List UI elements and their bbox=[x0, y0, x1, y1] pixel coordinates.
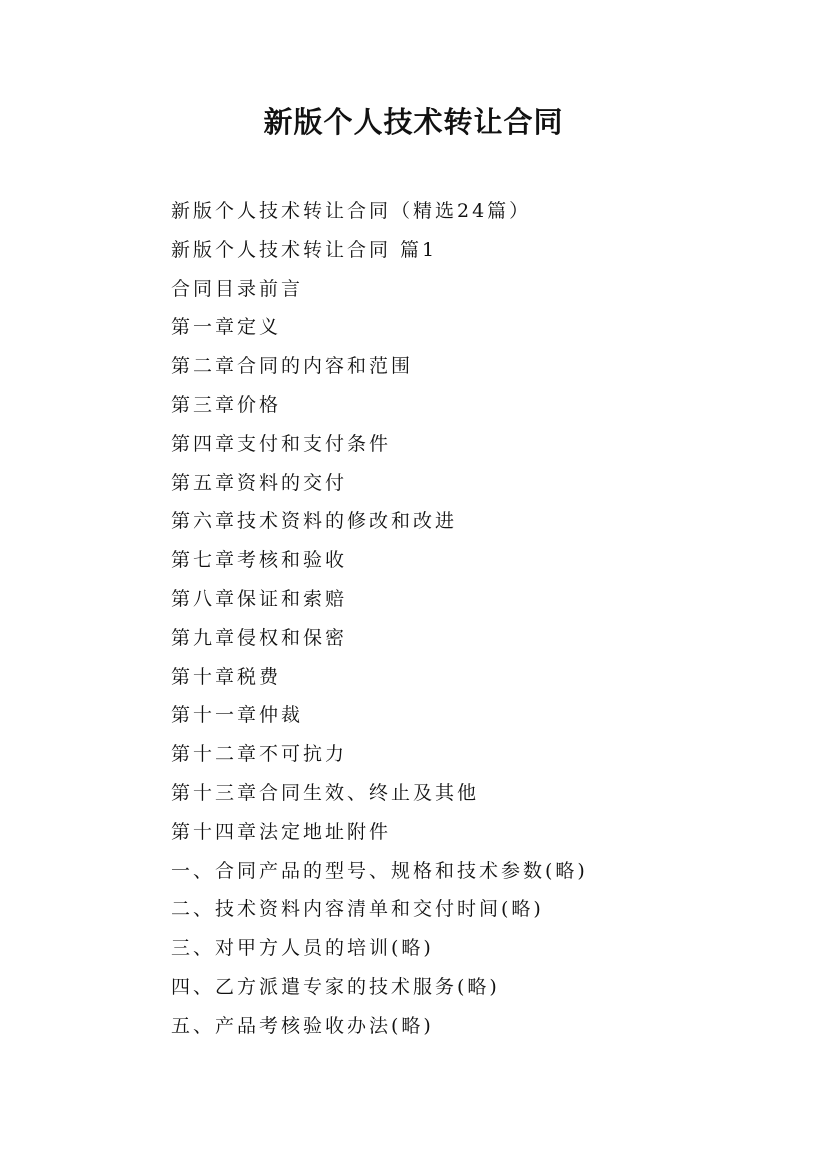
contents-line: 第十四章法定地址附件 bbox=[171, 820, 392, 843]
contents-line: 三、对甲方人员的培训(略) bbox=[171, 937, 434, 960]
contents-line: 第三章价格 bbox=[171, 393, 282, 416]
contents-line: 二、技术资料内容清单和交付时间(略) bbox=[171, 898, 544, 921]
contents-line: 第九章侵权和保密 bbox=[171, 626, 348, 649]
document-title: 新版个人技术转让合同 bbox=[263, 105, 564, 139]
contents-line: 四、乙方派遣专家的技术服务(略) bbox=[171, 975, 500, 998]
contents-line: 第二章合同的内容和范围 bbox=[171, 355, 414, 378]
contents-line: 五、产品考核验收办法(略) bbox=[171, 1014, 434, 1037]
contents-list bbox=[171, 192, 791, 1046]
contents-line: 第十一章仲裁 bbox=[171, 704, 304, 727]
contents-line: 第七章考核和验收 bbox=[171, 549, 348, 572]
contents-line: 第十二章不可抗力 bbox=[171, 743, 348, 766]
contents-line: 第一章定义 bbox=[171, 316, 282, 339]
contents-line: 合同目录前言 bbox=[171, 277, 304, 300]
contents-line: 第六章技术资料的修改和改进 bbox=[171, 510, 458, 533]
contents-line: 新版个人技术转让合同（精选24篇） bbox=[171, 200, 532, 222]
contents-line: 一、合同产品的型号、规格和技术参数(略) bbox=[171, 859, 588, 882]
contents-line: 新版个人技术转让合同 篇1 bbox=[171, 238, 438, 261]
contents-line: 第五章资料的交付 bbox=[171, 471, 348, 494]
contents-line: 第十三章合同生效、终止及其他 bbox=[171, 781, 480, 804]
contents-line: 第八章保证和索赔 bbox=[171, 587, 348, 610]
contents-line: 第十章税费 bbox=[171, 665, 282, 688]
contents-line: 第四章支付和支付条件 bbox=[171, 432, 392, 455]
